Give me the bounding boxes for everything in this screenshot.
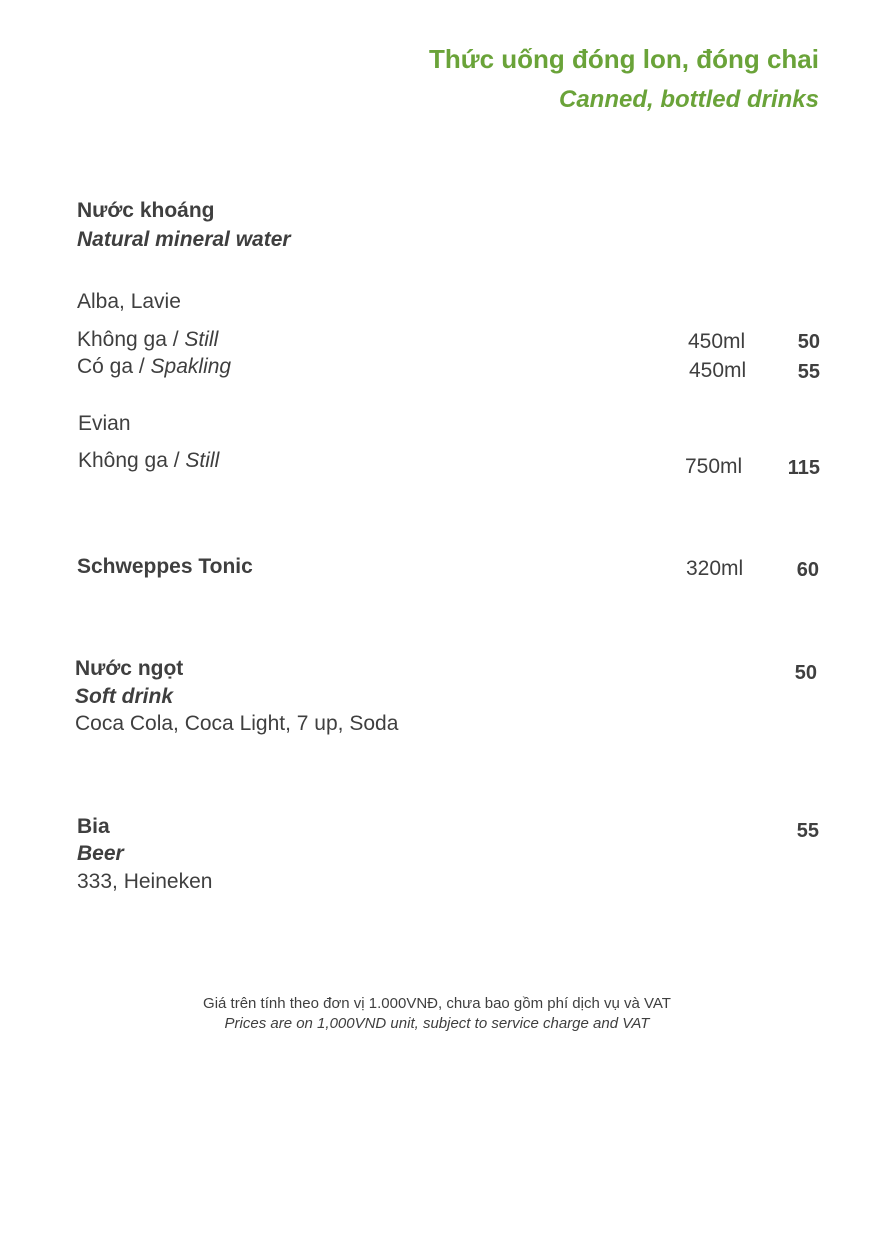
price-note-en: Prices are on 1,000VND unit, subject to service charge and VAT: [224, 1015, 650, 1032]
menu-item-label-vi: Không ga /: [77, 328, 185, 351]
page-subtitle: Canned, bottled drinks: [558, 86, 819, 113]
menu-item-volume: 320ml: [686, 557, 744, 580]
page-title: Thức uống đóng lon, đóng chai: [429, 44, 819, 74]
soft-drink-options: Coca Cola, Coca Light, 7 up, Soda: [75, 712, 399, 735]
section-subtitle-soft-drink: Soft drink: [75, 685, 173, 708]
menu-item-volume: 450ml: [689, 359, 747, 382]
menu-item-label-en: Still: [185, 449, 220, 472]
menu-item-label-vi: Có ga /: [77, 355, 151, 378]
menu-item-label: [77, 355, 231, 379]
menu-item-volume: 750ml: [685, 455, 743, 478]
menu-item-price: 55: [797, 361, 820, 383]
section-subtitle-beer: Beer: [77, 842, 124, 865]
menu-item-label-en: Still: [184, 328, 219, 351]
soft-drink-price: 50: [794, 662, 817, 684]
menu-item-volume: 450ml: [688, 330, 746, 353]
menu-item-tonic: Schweppes Tonic: [77, 555, 253, 578]
menu-item-label: [77, 328, 218, 352]
menu-item-label-en: Spakling: [150, 355, 232, 378]
section-title-soft-drink: Nước ngọt: [75, 657, 184, 680]
beer-price: 55: [796, 820, 819, 842]
section-title-beer: Bia: [77, 815, 110, 838]
brand-evian: Evian: [78, 412, 131, 435]
menu-item-price: 60: [796, 559, 819, 581]
menu-item-price: 115: [787, 457, 820, 479]
price-note-vi: Giá trên tính theo đơn vị 1.000VNĐ, chưa bao gồm phí dịch vụ và VAT: [203, 995, 671, 1012]
brand-alba-lavie: Alba, Lavie: [77, 290, 181, 313]
menu-item-price: 50: [797, 331, 820, 353]
section-title-mineral-water: Nước khoáng: [77, 199, 215, 222]
menu-item-label-vi: Không ga /: [78, 449, 186, 472]
section-subtitle-mineral-water: Natural mineral water: [77, 228, 291, 251]
beer-options: 333, Heineken: [77, 870, 213, 893]
menu-item-label: [78, 449, 219, 473]
